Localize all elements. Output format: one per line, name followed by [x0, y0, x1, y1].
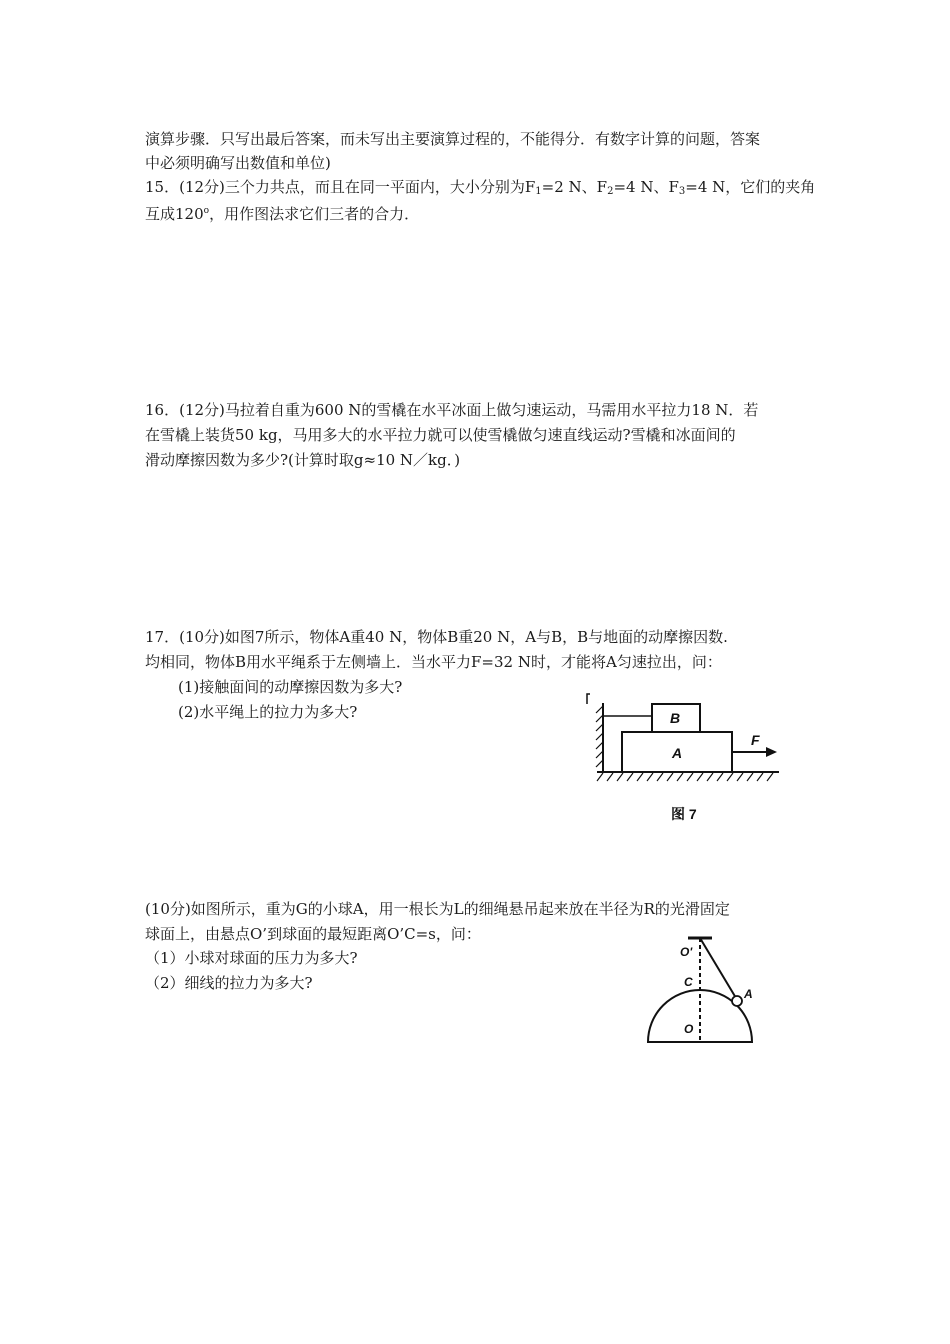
intro-line-1: 演算步骤．只写出最后答案，而未写出主要演算过程的，不能得分．有数字计算的问题，答案 [145, 130, 761, 148]
label-o-prime: O' [680, 945, 693, 959]
label-o: O [684, 1022, 694, 1036]
force-label: F [751, 732, 760, 748]
wall-hatching [596, 706, 603, 767]
intro-line-2: 中必须明确写出数值和单位) [145, 154, 331, 172]
figure-7-block-diagram [583, 688, 793, 828]
q17-line-2: 均相同，物体B用水平绳系于左侧墙上．当水平力F=32 N时，才能将A匀速拉出，问： [145, 653, 722, 671]
ground-hatching [597, 773, 773, 781]
label-a: A [744, 987, 753, 1001]
block-b-label: B [670, 710, 681, 726]
q17-sub-question-1: (1)接触面间的动摩擦因数为多大? [178, 678, 403, 696]
q18-sub-question-1: （1）小球对球面的压力为多大? [145, 949, 358, 967]
q17-sub-question-2: (2)水平绳上的拉力为多大? [178, 703, 358, 721]
q18-sub-question-2: （2）细线的拉力为多大? [145, 974, 313, 992]
q16-line-2: 在雪橇上装货50 kg，马用多大的水平拉力就可以使雪橇做匀速直线运动?雪橇和冰面间的 [145, 426, 736, 444]
string [700, 938, 736, 998]
q15-line-2: 互成120$^o$，用作图法求它们三者的合力． [145, 205, 420, 223]
q15-line-1: 15．(12分)三个力共点，而且在同一平面内，大小分别为$F_1=2$ N、$F_2=4$ N、$F_3=4$ N，它们的夹角 [145, 178, 816, 197]
q16-line-1: 16．(12分)马拉着自重为600 N的雪橇在水平冰面上做匀速运动，马需用水平拉力18 N．若 [145, 401, 759, 419]
q16-line-3: 滑动摩擦因数为多少?(计算时取g≈10 N／kg．) [145, 451, 461, 469]
ball-a [732, 996, 742, 1006]
q18-line-1: (10分)如图所示，重为G的小球A，用一根长为L的细绳悬吊起来放在半径为R的光滑固定 [145, 900, 730, 918]
sphere-pendulum-diagram [640, 930, 770, 1050]
label-c: C [684, 975, 693, 989]
q18-line-2: 球面上，由悬点O’到球面的最短距离O’C=s，问： [145, 925, 481, 943]
block-a-label: A [672, 745, 683, 761]
figure-caption: 图 7 [671, 806, 697, 822]
arrow-head-icon [766, 747, 777, 757]
q17-line-1: 17．(10分)如图7所示，物体A重40 N，物体B重20 N，A与B，B与地面的动摩擦因数. [145, 628, 728, 646]
